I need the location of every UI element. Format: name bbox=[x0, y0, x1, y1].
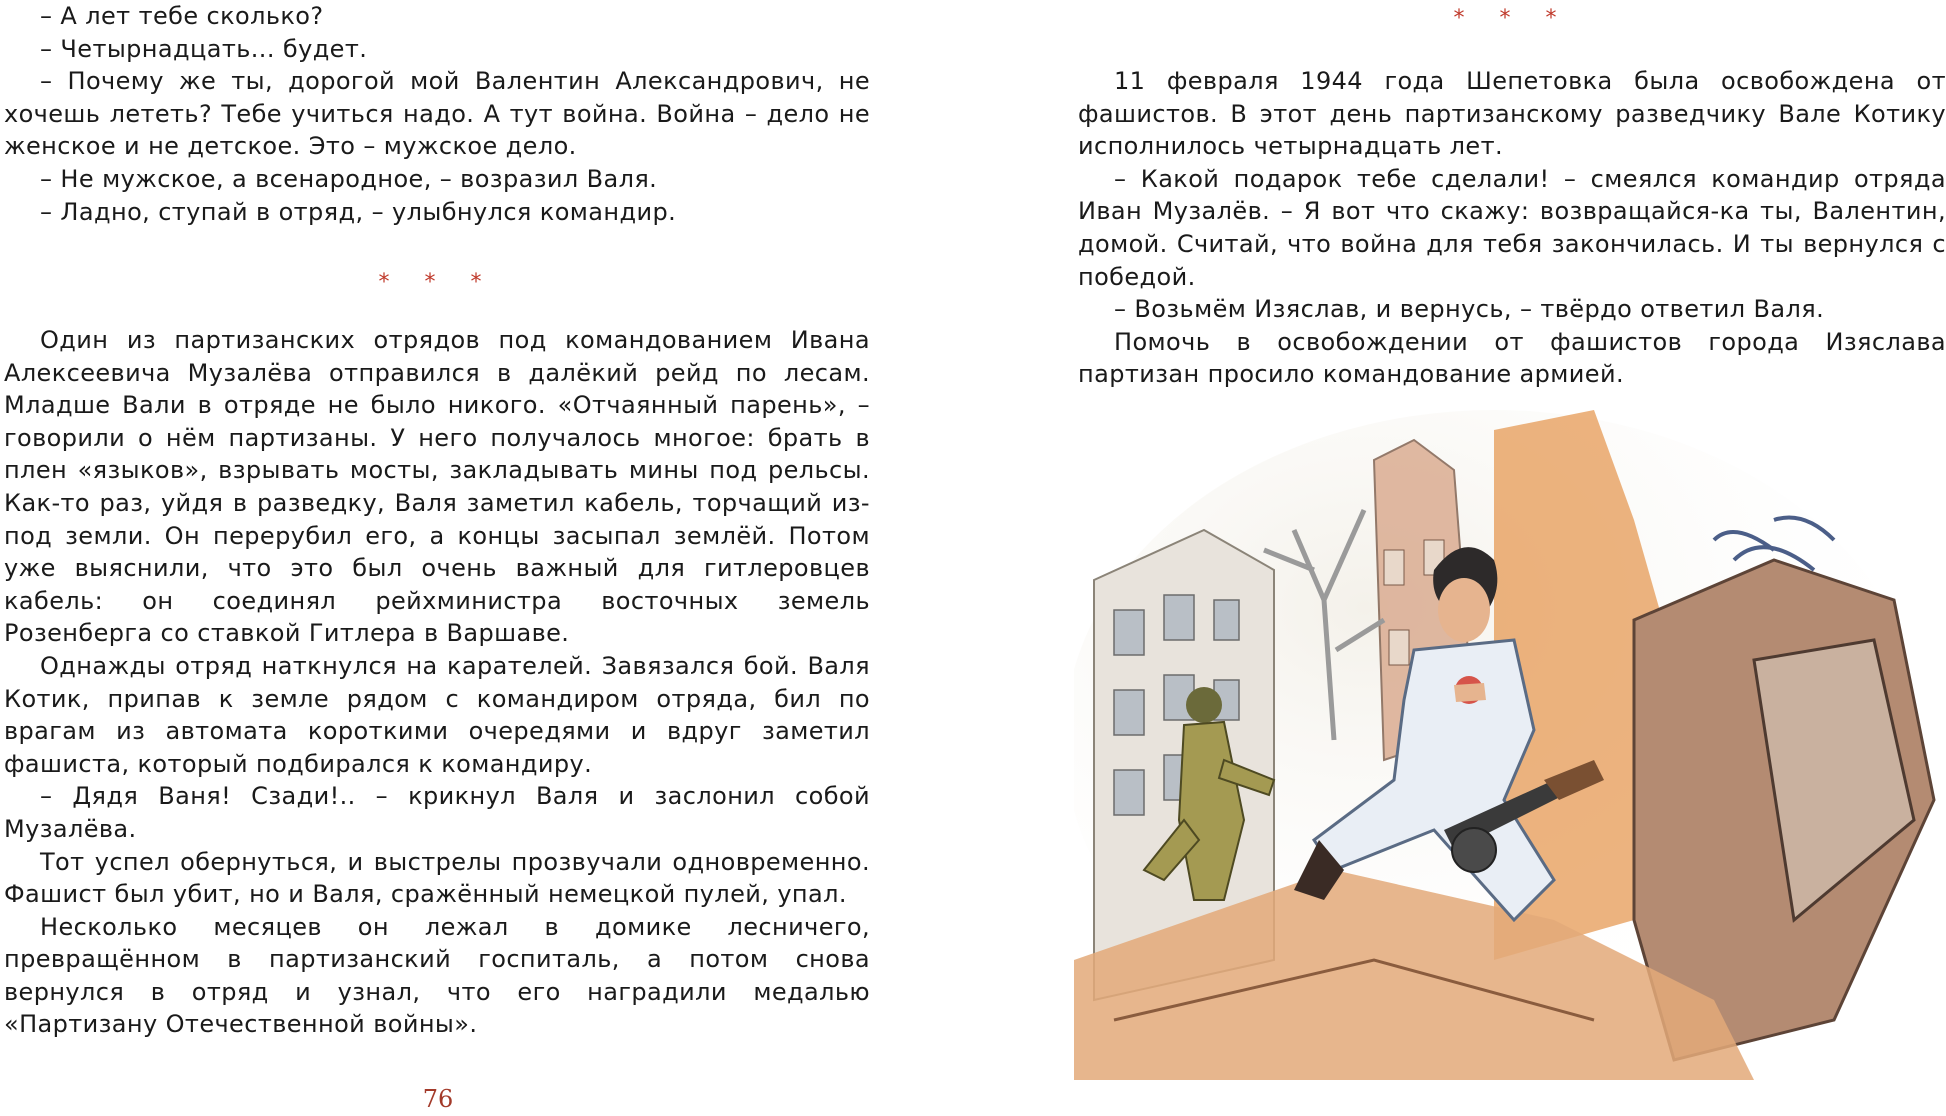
paragraph: Один из партизанских отрядов под командованием Ивана Алексеевича Музалёва отправился в далёкий рейд по лесам. Младше Вали в отряде не было никого. «Отчаянный парень», – говорили о нём партизаны. У него получалось многое: брать в плен «языков», взрывать мосты, закладывать мины под рельсы. Как-то раз, уйдя в разведку, Валя заметил кабель, торчащий из-под земли. Он перерубил его, а концы засыпал землёй. Потом уже выяснили, что это был очень важный для гитлеровцев кабель: он соединял рейхминистра восточных земель Розенберга со ставкой Гитлера в Варшаве. bbox=[4, 326, 870, 648]
paragraph: Однажды отряд наткнулся на карателей. Завязался бой. Валя Котик, припав к земле рядом с командиром отряда, бил по врагам из автомата короткими очередями и вдруг заметил фашиста, который подбирался к командиру. bbox=[4, 651, 870, 778]
left-top-dialogue bbox=[4, 0, 870, 228]
right-body bbox=[1078, 65, 1946, 391]
section-separator: * * * bbox=[378, 270, 496, 295]
paragraph: Помочь в освобождении от фашистов города Изяслава партизан просило командование армией. bbox=[1078, 327, 1946, 389]
section-separator: * * * bbox=[1453, 6, 1571, 31]
dialogue-line: – Четырнадцать... будет. bbox=[40, 34, 368, 63]
dialogue-line: – Ладно, ступай в отряд, – улыбнулся командир. bbox=[40, 197, 677, 226]
paragraph: – Возьмём Изяслав, и вернусь, – твёрдо ответил Валя. bbox=[1114, 295, 1825, 324]
paragraph: – Какой подарок тебе сделали! – смеялся командир отряда Иван Музалёв. – Я вот что скажу: возвращайся-ка ты, Валентин, домой. Считай, что война для тебя закончилась. И ты вернулся с победой. bbox=[1078, 164, 1946, 291]
paragraph: – Дядя Ваня! Сзади!.. – крикнул Валя и заслонил собой Музалёва. bbox=[4, 782, 870, 843]
page-number: 76 bbox=[422, 1085, 454, 1113]
right-page bbox=[1046, 0, 1946, 1116]
paragraph: Несколько месяцев он лежал в домике лесничего, превращённом в партизанский госпиталь, а потом снова вернулся в отряд и узнал, что его наградили медалью «Партизану Отечественной войны». bbox=[4, 912, 870, 1039]
paragraph: 11 февраля 1944 года Шепетовка была освобождена от фашистов. В этот день партизанскому разведчику Вале Котику исполнилось четырнадцать лет. bbox=[1078, 67, 1946, 161]
left-page bbox=[0, 0, 880, 1116]
paragraph: Тот успел обернуться, и выстрелы прозвучали одновременно. Фашист был убит, но и Валя, сражённый немецкой пулей, упал. bbox=[4, 847, 870, 909]
wounded-boy-in-ruins-illustration bbox=[1074, 400, 1946, 1080]
dialogue-line: – Не мужское, а всенародное, – возразил Валя. bbox=[40, 164, 658, 193]
dialogue-line: – А лет тебе сколько? bbox=[40, 2, 324, 30]
left-body bbox=[4, 324, 870, 1041]
dialogue-line: – Почему же ты, дорогой мой Валентин Александрович, не хочешь лететь? Тебе учиться надо. А тут война. Война – дело не женское и не детское. Это – мужское дело. bbox=[4, 67, 870, 161]
